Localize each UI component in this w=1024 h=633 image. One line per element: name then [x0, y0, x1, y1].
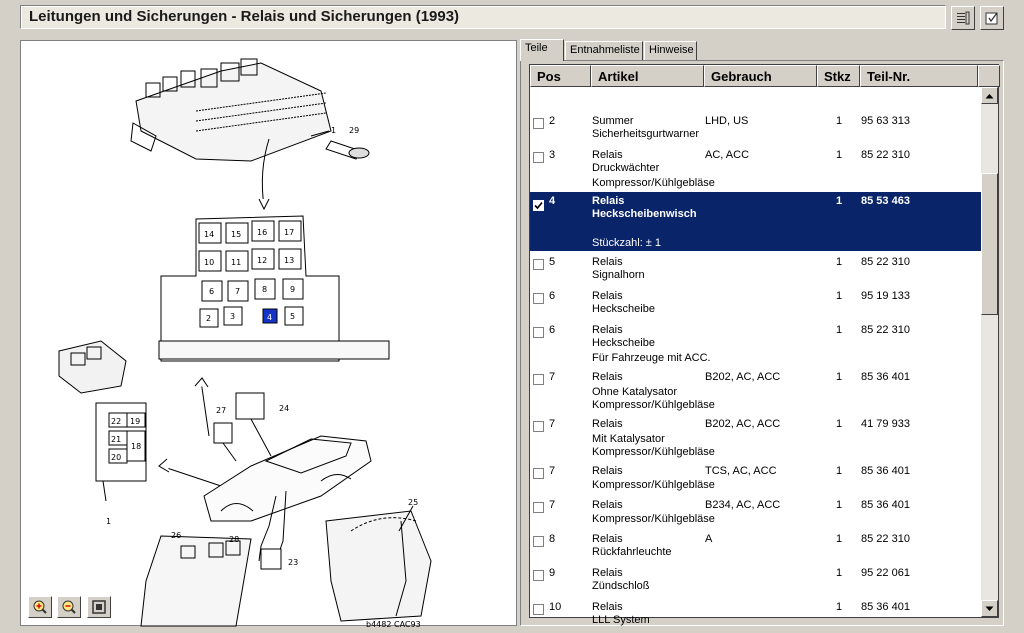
callout-22: 22 — [111, 417, 122, 426]
cell-pos: 10 — [549, 601, 562, 613]
grid-rows — [530, 87, 981, 626]
table-row[interactable] — [530, 531, 981, 563]
callout-1b: 1 — [106, 517, 112, 526]
cell-artikel: Relais — [592, 371, 623, 383]
parts-diagram[interactable] — [20, 40, 517, 629]
callout-26: 26 — [171, 531, 182, 540]
cell-pos: 5 — [549, 256, 556, 268]
cell-artikel: Relais — [592, 601, 623, 613]
zoom-out-button[interactable] — [57, 596, 81, 618]
cell-stkz: 1 — [836, 418, 843, 430]
table-row[interactable] — [530, 288, 981, 320]
callout-2: 2 — [206, 314, 212, 323]
table-row[interactable] — [530, 147, 981, 191]
callout-24: 24 — [279, 404, 290, 413]
callout-16: 16 — [257, 228, 268, 237]
cell-gebrauch: AC, ACC — [705, 149, 750, 161]
callout-21: 21 — [111, 435, 122, 444]
fit-page-icon — [91, 599, 107, 615]
cell-description: Kompressor/Kühlgebläse — [592, 479, 715, 491]
row-checkbox[interactable] — [533, 604, 544, 615]
callout-29: 29 — [349, 126, 360, 135]
table-row[interactable] — [530, 113, 981, 145]
vertical-scrollbar[interactable] — [981, 87, 998, 617]
row-checkbox-checked[interactable] — [533, 200, 544, 211]
cell-description: Heckscheibe — [592, 303, 655, 315]
row-checkbox[interactable] — [533, 293, 544, 304]
cell-artikel: Relais — [592, 290, 623, 302]
callout-6: 6 — [209, 287, 215, 296]
row-checkbox[interactable] — [533, 570, 544, 581]
checkmark-icon — [533, 200, 544, 211]
cell-artikel: Relais — [592, 465, 623, 477]
callout-11: 11 — [231, 258, 242, 267]
tab-hinweise[interactable] — [644, 41, 697, 60]
cell-stkz: 1 — [836, 601, 843, 613]
table-row-selected[interactable] — [530, 192, 981, 251]
column-header-gebrauch[interactable]: Gebrauch — [704, 65, 817, 87]
row-checkbox[interactable] — [533, 421, 544, 432]
tab-label: Entnahmeliste — [570, 44, 640, 56]
callout-23: 23 — [288, 558, 299, 567]
callout-7: 7 — [235, 287, 241, 296]
table-row[interactable] — [530, 322, 981, 366]
callout-3: 3 — [230, 312, 236, 321]
cell-artikel: Relais — [592, 533, 623, 545]
table-row[interactable] — [530, 565, 981, 597]
table-row[interactable] — [530, 497, 981, 529]
cell-teilnr: 85 53 463 — [861, 195, 910, 207]
cell-description: Sicherheitsgurtwarner — [592, 128, 699, 140]
callout-18: 18 — [131, 442, 142, 451]
cell-description: Kompressor/Kühlgebläse — [592, 513, 715, 525]
cell-artikel: Relais — [592, 418, 623, 430]
figure-code: b4482 CAC93 — [366, 620, 421, 629]
cell-teilnr: 85 22 310 — [861, 533, 910, 545]
cell-description: Ohne Katalysator — [592, 386, 677, 398]
column-header-stkz[interactable]: Stkz — [817, 65, 860, 87]
row-checkbox[interactable] — [533, 468, 544, 479]
cell-pos: 3 — [549, 149, 556, 161]
cell-teilnr: 85 22 310 — [861, 256, 910, 268]
list-view-button[interactable] — [951, 6, 975, 30]
cell-pos: 7 — [549, 465, 556, 477]
cell-description: Signalhorn — [592, 269, 645, 281]
zoom-out-icon — [61, 599, 77, 615]
grid-header — [530, 65, 1000, 87]
cell-gebrauch: TCS, AC, ACC — [705, 465, 777, 477]
callout-15: 15 — [231, 230, 242, 239]
callout-1: 1 — [331, 126, 337, 135]
cell-pos: 9 — [549, 567, 556, 579]
callout-28: 28 — [229, 535, 240, 544]
zoom-in-icon — [32, 599, 48, 615]
cell-stkz: 1 — [836, 149, 843, 161]
cell-description: Mit Katalysator — [592, 433, 665, 445]
cell-description: Für Fahrzeuge mit ACC. — [592, 352, 711, 364]
cell-stkz: 1 — [836, 465, 843, 477]
row-checkbox[interactable] — [533, 118, 544, 129]
page-title: Leitungen und Sicherungen - Relais und Sicherungen (1993) — [29, 8, 460, 25]
exploded-view-drawing — [21, 41, 518, 627]
cell-gebrauch: B202, AC, ACC — [705, 371, 781, 383]
table-row[interactable] — [530, 463, 981, 495]
cell-pos: 7 — [549, 499, 556, 511]
scroll-up-button[interactable] — [981, 87, 998, 104]
cell-teilnr: 95 22 061 — [861, 567, 910, 579]
cell-stkz: 1 — [836, 290, 843, 302]
cell-stkz: 1 — [836, 256, 843, 268]
callout-12: 12 — [257, 256, 268, 265]
cell-pos: 7 — [549, 371, 556, 383]
callout-9: 9 — [290, 285, 296, 294]
zoom-in-button[interactable] — [28, 596, 52, 618]
cell-stkz: 1 — [836, 324, 843, 336]
cell-teilnr: 85 36 401 — [861, 371, 910, 383]
cell-teilnr: 95 63 313 — [861, 115, 910, 127]
cell-quantity-note: Stückzahl: ± 1 — [592, 237, 662, 249]
cell-gebrauch: A — [705, 533, 713, 545]
cell-stkz: 1 — [836, 371, 843, 383]
cell-description: Rückfahrleuchte — [592, 546, 672, 558]
callout-10: 10 — [204, 258, 215, 267]
scroll-down-button[interactable] — [981, 600, 998, 617]
cell-description: Kompressor/Kühlgebläse — [592, 399, 715, 411]
cell-pos: 7 — [549, 418, 556, 430]
cell-artikel: Relais — [592, 149, 623, 161]
cell-stkz: 1 — [836, 115, 843, 127]
scrollbar-thumb[interactable] — [981, 173, 998, 315]
callout-14: 14 — [204, 230, 215, 239]
scroll-up-arrow-icon — [985, 93, 994, 99]
row-checkbox[interactable] — [533, 502, 544, 513]
cell-teilnr: 85 22 310 — [861, 324, 910, 336]
cell-stkz: 1 — [836, 499, 843, 511]
column-header-artikel[interactable]: Artikel — [591, 65, 704, 87]
checklist-icon — [984, 10, 1000, 26]
callout-19: 19 — [130, 417, 141, 426]
cell-description: Zündschloß — [592, 580, 650, 592]
cell-stkz: 1 — [836, 567, 843, 579]
cell-pos: 8 — [549, 533, 556, 545]
cell-pos: 6 — [549, 324, 556, 336]
cell-teilnr: 95 19 133 — [861, 290, 910, 302]
cell-teilnr: 85 36 401 — [861, 465, 910, 477]
cell-gebrauch: LHD, US — [705, 115, 749, 127]
cell-description: Druckwächter — [592, 162, 660, 174]
fit-page-button[interactable] — [87, 596, 111, 618]
cell-artikel: Relais — [592, 499, 623, 511]
row-checkbox[interactable] — [533, 374, 544, 385]
callout-4: 4 — [267, 313, 273, 322]
callout-25: 25 — [408, 498, 419, 507]
column-header-pos[interactable]: Pos — [530, 65, 591, 87]
tab-label: Hinweise — [649, 44, 694, 56]
cell-description: Heckscheibenwisch — [592, 208, 697, 220]
parts-grid — [529, 64, 999, 626]
callout-20: 20 — [111, 453, 122, 462]
row-checkbox[interactable] — [533, 259, 544, 270]
callout-5: 5 — [290, 312, 296, 321]
cell-teilnr: 85 36 401 — [861, 601, 910, 613]
cell-teilnr: 85 36 401 — [861, 499, 910, 511]
cell-teilnr: 85 22 310 — [861, 149, 910, 161]
table-row[interactable] — [530, 416, 981, 460]
list-view-icon — [955, 10, 971, 26]
cell-gebrauch: B234, AC, ACC — [705, 499, 781, 511]
column-header-teilnr[interactable]: Teil-Nr. — [860, 65, 978, 87]
title-bar — [20, 5, 946, 29]
cell-description: Heckscheibe — [592, 337, 655, 349]
table-row[interactable] — [530, 254, 981, 286]
cell-artikel: Relais — [592, 256, 623, 268]
cell-stkz: 1 — [836, 195, 843, 207]
cell-artikel: Relais — [592, 567, 623, 579]
tab-teile[interactable] — [520, 39, 564, 61]
callout-17: 17 — [284, 228, 295, 237]
table-row[interactable] — [530, 369, 981, 413]
tab-label: Teile — [525, 42, 548, 54]
cell-gebrauch: B202, AC, ACC — [705, 418, 781, 430]
row-checkbox[interactable] — [533, 152, 544, 163]
row-checkbox[interactable] — [533, 327, 544, 338]
cell-artikel: Relais — [592, 195, 625, 207]
cell-artikel: Summer — [592, 115, 634, 127]
callout-8: 8 — [262, 285, 268, 294]
cell-teilnr: 41 79 933 — [861, 418, 910, 430]
checklist-button[interactable] — [980, 6, 1004, 30]
column-header-spacer — [978, 65, 1000, 87]
cell-description: Kompressor/Kühlgebläse — [592, 446, 715, 458]
scroll-down-arrow-icon — [985, 606, 994, 612]
cell-stkz: 1 — [836, 533, 843, 545]
row-checkbox[interactable] — [533, 536, 544, 547]
cell-pos: 4 — [549, 195, 556, 207]
callout-13: 13 — [284, 256, 295, 265]
cell-pos: 6 — [549, 290, 556, 302]
cell-pos: 2 — [549, 115, 556, 127]
tab-entnahmeliste[interactable] — [565, 41, 643, 60]
cell-artikel: Relais — [592, 324, 623, 336]
table-row[interactable] — [530, 599, 981, 631]
callout-27: 27 — [216, 406, 227, 415]
cell-description: Kompressor/Kühlgebläse — [592, 177, 715, 189]
cell-description: LLL System — [592, 614, 650, 626]
